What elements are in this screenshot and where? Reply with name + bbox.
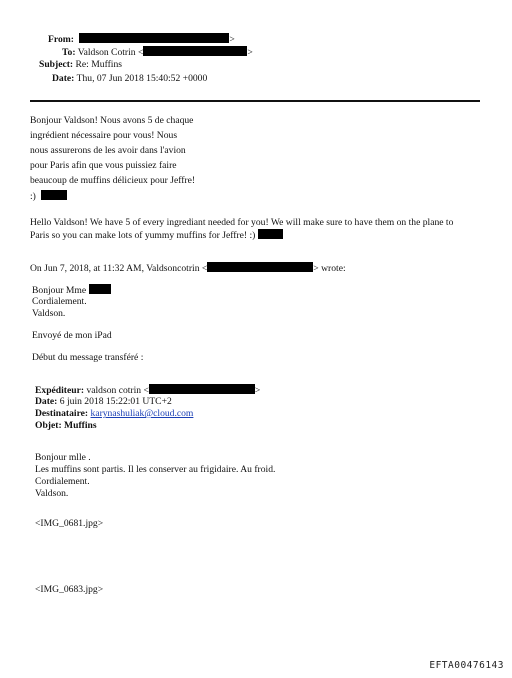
english-line-2-text: Paris so you can make lots of yummy muffins for Jeffre! :): [30, 230, 256, 241]
french-line-3: nous assurerons de les avoir dans l'avion: [30, 145, 186, 156]
to-close: >: [247, 47, 253, 58]
forward-object-row: [35, 420, 97, 432]
date-label: Date:: [52, 73, 75, 84]
forward-body-line-2: Les muffins sont partis. Il les conserver au frigidaire. Au froid.: [35, 464, 276, 475]
to-row: [62, 46, 253, 59]
forward-object-value: Muffins: [64, 420, 97, 431]
french-line-1: Bonjour Valdson! Nous avons 5 de chaque: [30, 115, 194, 126]
to-label: To:: [62, 47, 76, 58]
forward-sender-label: Expéditeur:: [35, 385, 85, 396]
forward-date-value: 6 juin 2018 15:22:01 UTC+2: [59, 396, 172, 407]
french-line-4: pour Paris afin que vous puissiez faire: [30, 160, 177, 171]
date-value: Thu, 07 Jun 2018 15:40:52 +0000: [76, 73, 208, 84]
quoted-forwarded: Début du message transféré :: [32, 352, 144, 363]
attachment-1[interactable]: <IMG_0681.jpg>: [35, 518, 104, 529]
forward-body-line-1: Bonjour mlle .: [35, 452, 91, 463]
forward-recipient-label: Destinataire:: [35, 408, 89, 419]
subject-row: [39, 59, 122, 71]
date-row: [52, 73, 207, 85]
subject-value: Re: Muffins: [75, 59, 122, 70]
from-close: >: [229, 34, 235, 45]
quote-intro-suffix: > wrote:: [313, 263, 346, 274]
to-value: Valdson Cotrin <: [77, 47, 144, 58]
english-line-1: Hello Valdson! We have 5 of every ingrediant needed for you! We will make sure to have them on the plane to: [30, 217, 454, 228]
quoted-sent-from: Envoyé de mon iPad: [32, 330, 112, 341]
redacted-sender-address: [149, 384, 255, 394]
redacted-name-1: [41, 190, 67, 200]
forward-date-row: [35, 396, 172, 408]
from-label: From:: [48, 34, 74, 45]
redacted-name-3: [89, 284, 111, 294]
subject-label: Subject:: [39, 59, 74, 70]
french-line-5: beaucoup de muffins délicieux pour Jeffre!: [30, 175, 196, 186]
attachment-2[interactable]: <IMG_0683.jpg>: [35, 584, 104, 595]
forward-date-label: Date:: [35, 396, 58, 407]
quote-intro-prefix: On Jun 7, 2018, at 11:32 AM, Valdsoncotrin <: [30, 263, 208, 274]
quoted-signature: Valdson.: [32, 308, 66, 319]
forward-sender-value: valdson cotrin <: [86, 385, 149, 396]
quoted-greeting: Bonjour Mme: [32, 285, 87, 296]
header-divider: [30, 100, 480, 102]
recipient-email-link[interactable]: karynashuliak@cloud.com: [90, 408, 194, 419]
forward-sender-close: >: [254, 385, 261, 396]
french-line-6: [30, 190, 67, 205]
from-row: [48, 33, 235, 46]
redacted-name-2: [258, 229, 283, 239]
english-line-2: [30, 229, 283, 242]
forward-object-label: Objet:: [35, 420, 62, 431]
quoted-closing: Cordialement.: [32, 296, 87, 307]
forward-body-line-3: Cordialement.: [35, 476, 90, 487]
redacted-from-address: [79, 33, 229, 43]
french-smiley: :): [30, 191, 36, 202]
redacted-to-address: [143, 46, 247, 56]
redacted-quote-address: [207, 262, 313, 272]
french-line-2: ingrédient nécessaire pour vous! Nous: [30, 130, 178, 141]
forward-recipient-row: [35, 408, 193, 420]
forward-body-line-4: Valdson.: [35, 488, 69, 499]
quote-intro: [30, 262, 346, 275]
document-id: EFTA00476143: [429, 660, 504, 671]
